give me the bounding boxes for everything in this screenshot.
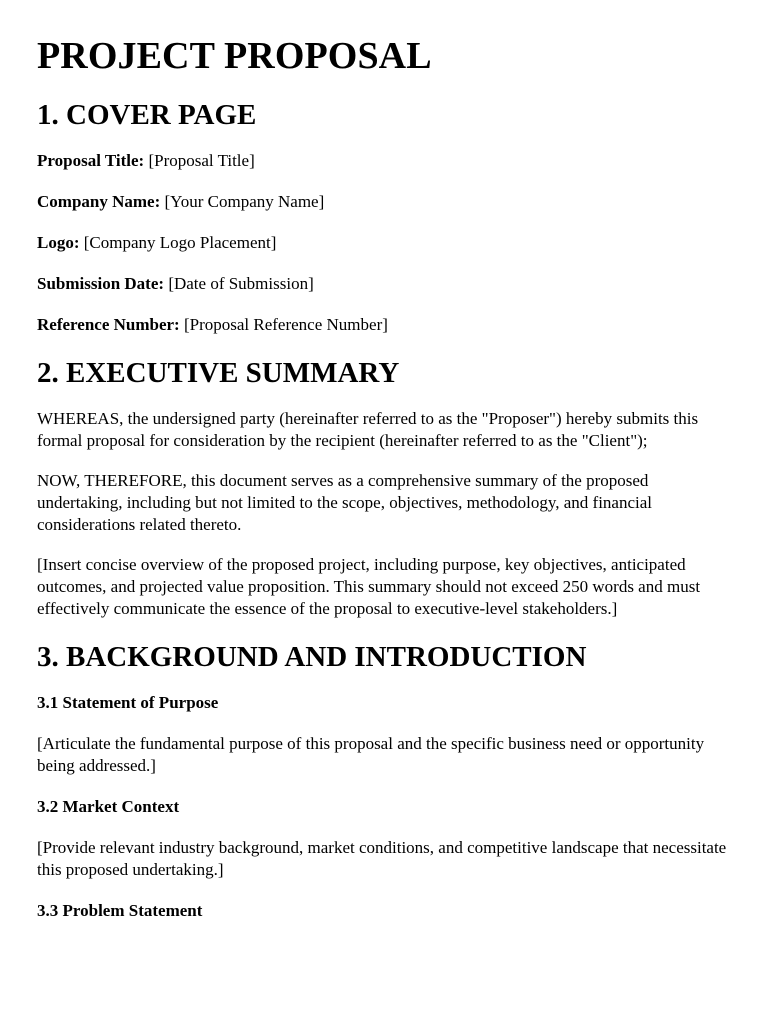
company-name-field <box>37 191 732 213</box>
reference-number-value: [Proposal Reference Number] <box>179 315 388 334</box>
market-context-heading: 3.2 Market Context <box>37 797 180 816</box>
executive-summary-section <box>37 356 732 620</box>
logo-label: Logo: <box>37 233 80 252</box>
market-context-text: [Provide relevant industry background, market conditions, and competitive landscape that necessitate this proposed undertaking.] <box>37 838 727 879</box>
cover-page-heading: 1. COVER PAGE <box>37 99 257 131</box>
submission-date-field <box>37 273 732 295</box>
statement-of-purpose-heading: 3.1 Statement of Purpose <box>37 693 219 712</box>
now-therefore-paragraph: NOW, THEREFORE, this document serves as a comprehensive summary of the proposed undertaking, including but not limited to the scope, objectives, methodology, and financial considerations related thereto. <box>37 471 653 534</box>
company-name-label: Company Name: <box>37 192 161 211</box>
executive-summary-heading: 2. EXECUTIVE SUMMARY <box>37 357 400 389</box>
reference-number-field <box>37 314 732 336</box>
background-section <box>37 640 732 922</box>
logo-value: [Company Logo Placement] <box>79 233 277 252</box>
submission-date-label: Submission Date: <box>37 274 165 293</box>
company-name-value: [Your Company Name] <box>160 192 325 211</box>
logo-field <box>37 232 732 254</box>
overview-placeholder-paragraph: [Insert concise overview of the proposed project, including purpose, key objectives, anticipated outcomes, and projected value proposition. This summary should not exceed 250 words and must effectively communicate the essence of the proposal to executive-level stakeholders.] <box>37 555 701 618</box>
problem-statement-heading: 3.3 Problem Statement <box>37 901 203 920</box>
reference-number-label: Reference Number: <box>37 315 180 334</box>
cover-page-section <box>37 98 732 336</box>
statement-of-purpose-text: [Articulate the fundamental purpose of this proposal and the specific business need or opportunity being addressed.] <box>37 734 705 775</box>
submission-date-value: [Date of Submission] <box>164 274 314 293</box>
document-title: PROJECT PROPOSAL <box>37 35 432 77</box>
whereas-paragraph: WHEREAS, the undersigned party (hereinafter referred to as the "Proposer") hereby submits this formal proposal for consideration by the recipient (hereinafter referred to as the "Client"); <box>37 409 699 450</box>
proposal-title-label: Proposal Title: <box>37 151 145 170</box>
background-heading: 3. BACKGROUND AND INTRODUCTION <box>37 641 587 673</box>
proposal-title-field <box>37 150 732 172</box>
proposal-title-value: [Proposal Title] <box>144 151 255 170</box>
